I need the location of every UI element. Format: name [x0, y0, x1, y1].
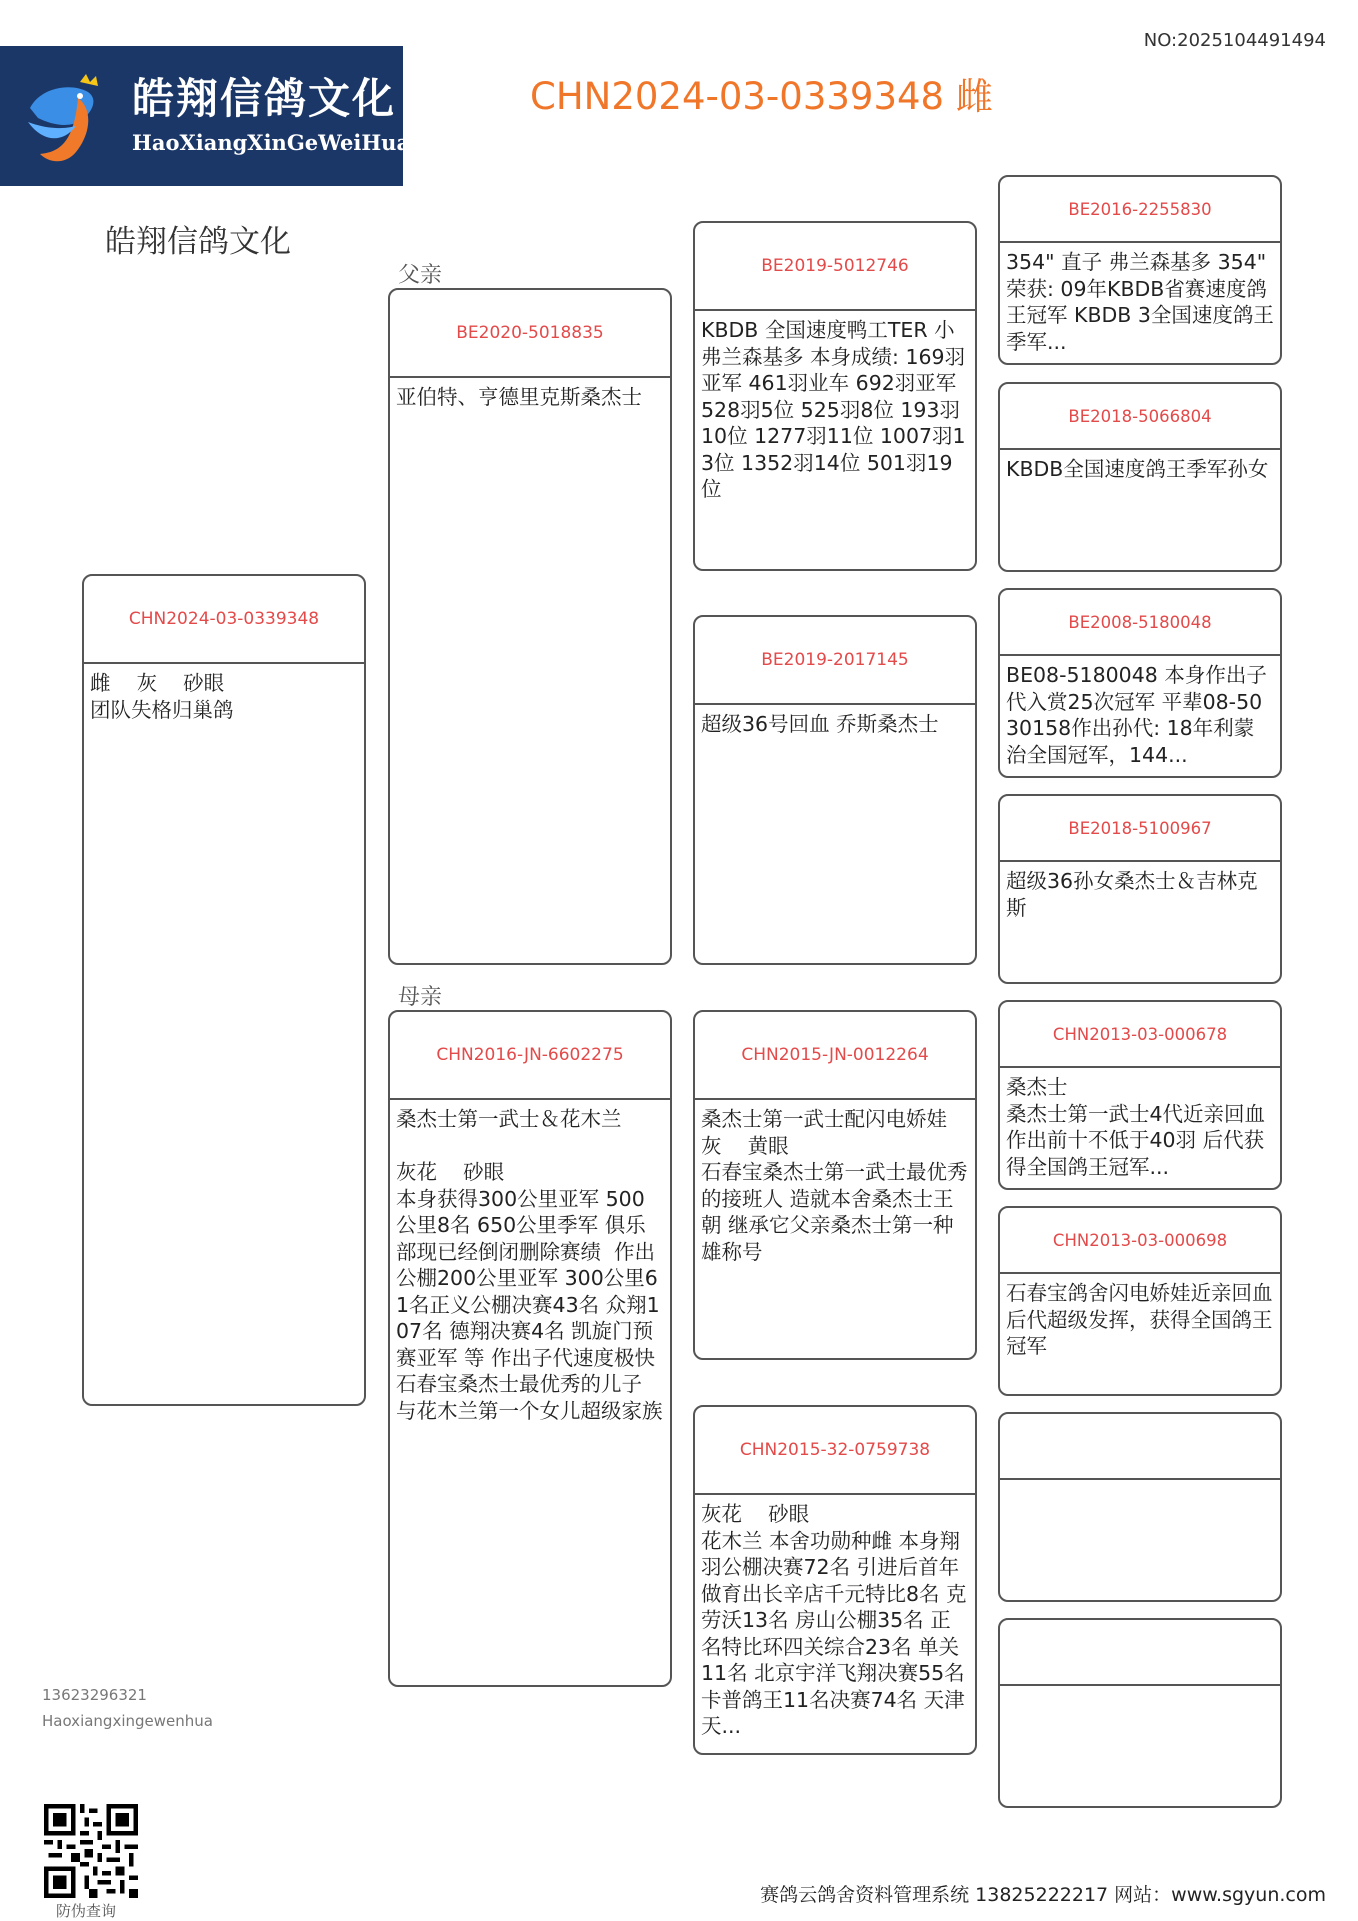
maternal-grandmother-ring-number: CHN2015-32-0759738	[695, 1407, 975, 1495]
great-grandparent-card[interactable]	[998, 588, 1282, 778]
father-card[interactable]	[388, 288, 672, 965]
great-grandparent-description: 桑杰士 桑杰士第一武士4代近亲回血作出前十不低于40羽 后代获得全国鸽王冠军...	[1006, 1075, 1266, 1179]
subject-card[interactable]	[82, 574, 366, 1406]
great-grandparent-ring-number: BE2018-5066804	[1000, 384, 1280, 450]
great-grandparent-ring-number: BE2016-2255830	[1000, 177, 1280, 243]
pigeon-logo-icon	[20, 68, 110, 168]
great-grandparent-card[interactable]	[998, 1000, 1282, 1190]
logo-chinese-name: 皓翔信鸽文化	[132, 74, 397, 123]
mother-card[interactable]	[388, 1010, 672, 1687]
contact-phone: 13623296321	[42, 1686, 147, 1704]
footer-system-info: 赛鸽云鸽舍资料管理系统 13825222217 网站：www.sgyun.com	[760, 1884, 1326, 1906]
great-grandparent-card[interactable]	[998, 794, 1282, 984]
great-grandparent-ring-number: BE2008-5180048	[1000, 590, 1280, 656]
qr-caption: 防伪查询	[56, 1902, 117, 1920]
great-grandparent-ring-number	[1000, 1620, 1280, 1686]
paternal-grandmother-description: 超级36号回血 乔斯桑杰士	[701, 712, 939, 736]
paternal-grandfather-card[interactable]	[693, 221, 977, 571]
great-grandparent-card-empty[interactable]	[998, 1618, 1282, 1808]
paternal-grandfather-ring-number: BE2019-5012746	[695, 223, 975, 311]
maternal-grandfather-description: 桑杰士第一武士配闪电娇娃 灰 黄眼 石春宝桑杰士第一武士最优秀的接班人 造就本舍桑杰士王朝 继承它父亲桑杰士第一种雄称号	[701, 1107, 968, 1264]
subject-ring-number: CHN2024-03-0339348	[84, 576, 364, 664]
great-grandparent-card[interactable]	[998, 382, 1282, 572]
great-grandparent-ring-number: CHN2013-03-000678	[1000, 1002, 1280, 1068]
great-grandparent-ring-number: CHN2013-03-000698	[1000, 1208, 1280, 1274]
maternal-grandmother-card[interactable]	[693, 1405, 977, 1755]
qr-code-icon[interactable]	[44, 1804, 138, 1898]
great-grandparent-card-empty[interactable]	[998, 1412, 1282, 1602]
contact-site-id: Haoxiangxingewenhua	[42, 1712, 213, 1730]
great-grandparent-description: 超级36孙女桑杰士＆吉林克斯	[1006, 869, 1258, 920]
mother-description: 桑杰士第一武士＆花木兰 灰花 砂眼 本身获得300公里亚军 500公里8名 650公里季军 俱乐部现已经倒闭删除赛绩 作出公棚200公里亚军 300公里61名正义公棚决赛43名 众翔107名 德翔决赛4名 凯旋门预赛亚军 等 作出子代速度极快 石春宝桑杰士最优秀的儿子 与花木兰第一个女儿超级家族	[396, 1107, 663, 1423]
father-label: 父亲	[398, 263, 443, 288]
great-grandparent-description	[1000, 1480, 1280, 1486]
logo-banner	[0, 46, 411, 186]
great-grandparent-description: BE08-5180048 本身作出子代入赏25次冠军 平辈08-5030158作出孙代: 18年利蒙治全国冠军，144...	[1006, 663, 1267, 767]
great-grandparent-ring-number: BE2018-5100967	[1000, 796, 1280, 862]
great-grandparent-card[interactable]	[998, 1206, 1282, 1396]
great-grandparent-ring-number	[1000, 1414, 1280, 1480]
father-description: 亚伯特、亨德里克斯桑杰士	[396, 385, 642, 409]
page-title: CHN2024-03-0339348 雌	[530, 75, 993, 118]
great-grandparent-description	[1000, 1686, 1280, 1692]
mother-ring-number: CHN2016-JN-6602275	[390, 1012, 670, 1100]
brand-name: 皓翔信鸽文化	[105, 224, 291, 260]
logo-english-name: HaoXiangXinGeWeiHua	[132, 130, 411, 155]
paternal-grandfather-description: KBDB 全国速度鸭工TER 小 弗兰森基多 本身成绩: 169羽亚军 461羽业车 692羽亚军 528羽5位 525羽8位 193羽10位 1277羽11位 1007羽13位 1352羽14位 501羽19位	[701, 318, 966, 501]
great-grandparent-description: 354" 直子 弗兰森基多 354" 荣获: 09年KBDB省赛速度鸽王冠军 KBDB 3全国速度鸽王季军...	[1006, 250, 1274, 354]
maternal-grandfather-ring-number: CHN2015-JN-0012264	[695, 1012, 975, 1100]
subject-description: 雌 灰 砂眼 团队失格归巢鸽	[90, 671, 234, 722]
paternal-grandmother-card[interactable]	[693, 615, 977, 965]
great-grandparent-description: KBDB全国速度鸽王季军孙女	[1006, 457, 1269, 481]
great-grandparent-description: 石春宝鸽舍闪电娇娃近亲回血 后代超级发挥，获得全国鸽王冠军	[1006, 1281, 1280, 1358]
maternal-grandmother-description: 灰花 砂眼 花木兰 本舍功勋种雌 本身翔羽公棚决赛72名 引进后首年做育出长辛店千元特比8名 克劳沃13名 房山公棚35名 正名特比环四关综合23名 单关11名 北京宇洋飞翔决赛55名 卡普鸽王11名决赛74名 天津天...	[701, 1502, 967, 1738]
footer-contact	[42, 1682, 213, 1734]
father-ring-number: BE2020-5018835	[390, 290, 670, 378]
document-number: NO:2025104491494	[1143, 30, 1326, 51]
great-grandparent-card[interactable]	[998, 175, 1282, 365]
maternal-grandfather-card[interactable]	[693, 1010, 977, 1360]
paternal-grandmother-ring-number: BE2019-2017145	[695, 617, 975, 705]
mother-label: 母亲	[398, 985, 443, 1010]
